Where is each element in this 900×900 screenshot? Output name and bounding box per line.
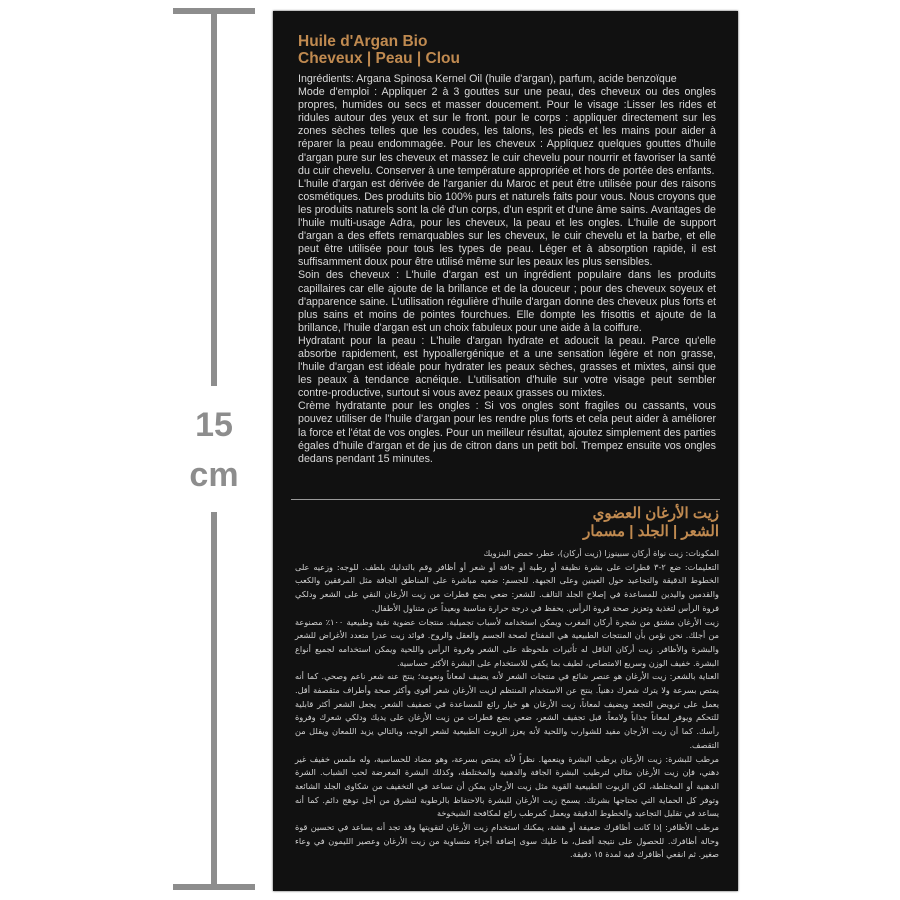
ruler-bottom-cap <box>173 884 255 890</box>
french-skin-moisturizer: Hydratant pour la peau : L'huile d'argan hydrate et adoucit la peau. Parce qu'elle absorbe rapidement, est hypoallergénique et a une sensation légère et non grasse, l'huile d'argan est idéale pour hydrater les peaux sèches, grasses et mixtes, ainsi que les peaux à tendance acnéique. L'utilisation d'huile sur votre visage peut sembler contre-productive, surtout si vous avez peaux grasses ou mixtes. <box>298 334 716 400</box>
arabic-body <box>295 547 719 862</box>
french-hair-care: Soin des cheveux : L'huile d'argan est un ingrédient populaire dans les produits capillaires car elle ajoute de la brillance et de la douceur ; pour des cheveux soyeux et d'apparence saine. L'utilisation régulière d'huile d'argan donne des cheveux plus forts et plus sains et moins de pointes fourchues. Elle dompte les frisottis et ajoute de la brillance, l'huile d'argan est un choix fabuleux pour une aide à la coiffure. <box>298 269 716 334</box>
ruler-line-upper <box>211 14 217 386</box>
product-box-panel <box>273 11 738 891</box>
french-ingredients: Ingrédients: Argana Spinosa Kernel Oil (huile d'argan), parfum, acide benzoïque <box>298 73 677 85</box>
french-directions: Mode d'emploi : Appliquer 2 à 3 gouttes sur une peau, des cheveux ou des ongles propres, humides ou secs et masser doucement. Pour le visage :Lisser les rides et ridules autour des yeux et sur le front. pour le corps : appliquer directement sur les zones sèches telles que les coudes, les talons, les pieds et les mains pour aider à réparer la peau endommagée. Pour les cheveux : Appliquez quelques gouttes d'huile d'argan pure sur les cheveux et massez le cuir chevelu pour nourrir et favoriser la santé du cuir chevelu. Conserver à une température appropriée et hors de portée des enfants. <box>298 86 716 177</box>
arabic-hair-care: العناية بالشعر: زيت الأرغان هو عنصر شائع في منتجات الشعر لأنه يضيف لمعاناً ونعومة؛ ينتج عنه شعر ناعم وصحي. كما أنه يمتص بسرعة ولا يترك شعرك دهنياً. ينتج عن الاستخدام المنتظم لزيت الأرغان شعر أقوى وأكثر صحة وأطراف متقصفة أقل. يعمل على ترويض التجعد ويضيف لمعاناً، زيت الأرغان هو خيار رائع للمساعدة في تصفيف الشعر. يجعل الشعر أكثر قابلية للتحكم ويوفر لمعاناً جذاباً ولامعاً. قبل تجفيف الشعر، ضعي بضع قطرات من زيت الأرغان على يديك ودلكي شعرك وفروة رأسك. كما أن زيت الأرجان مفيد للشوارب واللحية لأنه يعزز الزيوت الطبيعية لشعر الوجه، وبالتالي يزيد اللمعان ويقلل من التقصف. <box>295 671 719 750</box>
ruler-number: 15 <box>195 406 233 444</box>
arabic-section <box>295 505 719 862</box>
arabic-title-line2: الشعر | الجلد | مسمار <box>583 523 719 540</box>
ruler-unit: cm <box>189 456 239 494</box>
french-section <box>298 33 716 466</box>
arabic-directions: التعليمات: ضع ٢-٣ قطرات على بشرة نظيفة أو رطبة أو جافة أو شعر أو أظافر وقم بالتدليك بلطف. للوجه: وزعيه على الخطوط الدقيقة والتجاعيد حول العينين وعلى الجبهة. للجسم: ضعيه مباشرة على المناطق الجافة مثل المرفقين والكعب والقدمين واليدين للمساعدة في إصلاح الجلد التالف. للشعر: ضعي بضع قطرات من زيت الأرغان النقي على الشعر ودلكي فروة الرأس لتغذية وتعزيز صحة فروة الرأس. يحفظ في درجة حرارة مناسبة وبعيداً عن متناول الأطفال. <box>295 561 719 613</box>
arabic-title-line1: زيت الأرغان العضوي <box>592 505 719 522</box>
ruler-line-lower <box>211 512 217 884</box>
section-divider <box>291 499 720 500</box>
arabic-about: زيت الأرغان مشتق من شجرة أركان المغرب ويمكن استخدامه لأسباب تجميلية. منتجات عضوية نقية وطبيعية ١٠٠٪ مصنوعة من أجلك. نحن نؤمن بأن المنتجات الطبيعية هي المفتاح لصحة الجسم والعقل والروح. فوائد زيت عدرا متعدد الأغراض للشعر والبشرة والأظافر. زيت أركان الناقل له تأثيرات ملحوظة على الشعر وفروة الرأس واللحية ويمكن استخدامه لجميع أنواع البشرة. خفيف الوزن وسريع الامتصاص، لطيف بما يكفي للاستخدام على البشرة الأكثر حساسية. <box>295 616 720 668</box>
french-title-line2: Cheveux | Peau | Clou <box>298 50 460 67</box>
french-body <box>298 73 716 466</box>
arabic-ingredients: المكونات: زيت نواة أركان سبينوزا (زيت أركان)، عطر، حمض البنزويك <box>483 548 719 558</box>
french-title-line1: Huile d'Argan Bio <box>298 33 428 50</box>
arabic-skin-moisturizer: مرطب للبشرة: زيت الأرغان يرطب البشرة وينعمها. نظراً لأنه يمتص بسرعة، وهو مضاد للحساسية، وله ملمس خفيف غير دهني، فإن زيت الأرغان مثالي لترطيب البشرة الجافة والدهنية والمختلطة، وكذلك البشرة المعرضة لحب الشباب. الشرة الدهنية أو المختلطة، لكن الزيوت الطبيعية القوية مثل زيت الأرجان يمكن أن تساعد في التخفيف من شكاوى الجلد الشائعة وتوفر كل الحماية التي تحتاجها بشرتك. يسمح زيت الأرغان للبشرة بالاحتفاظ بالرطوبة لتشرق من أجل توهج دائم. كما أنه يساعد في تقليل التجاعيد والخطوط الدقيقة ويعمل كمرطب رائع لمكافحة الشيخوخة <box>295 753 719 819</box>
arabic-nail-moisturizer: مرطب الأظافر: إذا كانت أظافرك ضعيفة أو هشة، يمكنك استخدام زيت الأرغان لتقويتها وقد تجد أنه يساعد في تحسين قوة وحالة أظافرك. للحصول على نتيجة أفضل، ما عليك سوى إضافة أجزاء متساوية من زيت الأرغان وعصير الليمون في وعاء صغير. ثم انقعي أظافرك فيه لمدة ١٥ دقيقة. <box>295 822 719 860</box>
french-about: L'huile d'argan est dérivée de l'arganier du Maroc et peut être utilisée pour des raisons cosmétiques. Des produits bio 100% purs et naturels faits pour vous. Nous croyons que les produits naturels sont la clé d'un corps, d'un esprit et d'une âme sains. Avantages de l'huile multi-usage Adra, pour les cheveux, la peau et les ongles. L'huile de support d'argan a des effets remarquables sur les cheveux, le cuir chevelu et la barbe, et elle peut être utilisée pour tous les types de peau. Léger et à absorption rapide, il est suffisamment doux pour être utilisé même sur les peaux les plus sensibles. <box>298 177 716 269</box>
french-nail-cream: Crème hydratante pour les ongles : Si vos ongles sont fragiles ou cassants, vous pouvez utiliser de l'huile d'argan pour les rendre plus forts et cela peut aider à améliorer la force et l'état de vos ongles. Pour un meilleur résultat, ajoutez simplement des parties égales d'huile d'argan et de jus de citron dans un petit bol. Trempez ensuite vos ongles dedans pendant 15 minutes. <box>298 400 716 465</box>
